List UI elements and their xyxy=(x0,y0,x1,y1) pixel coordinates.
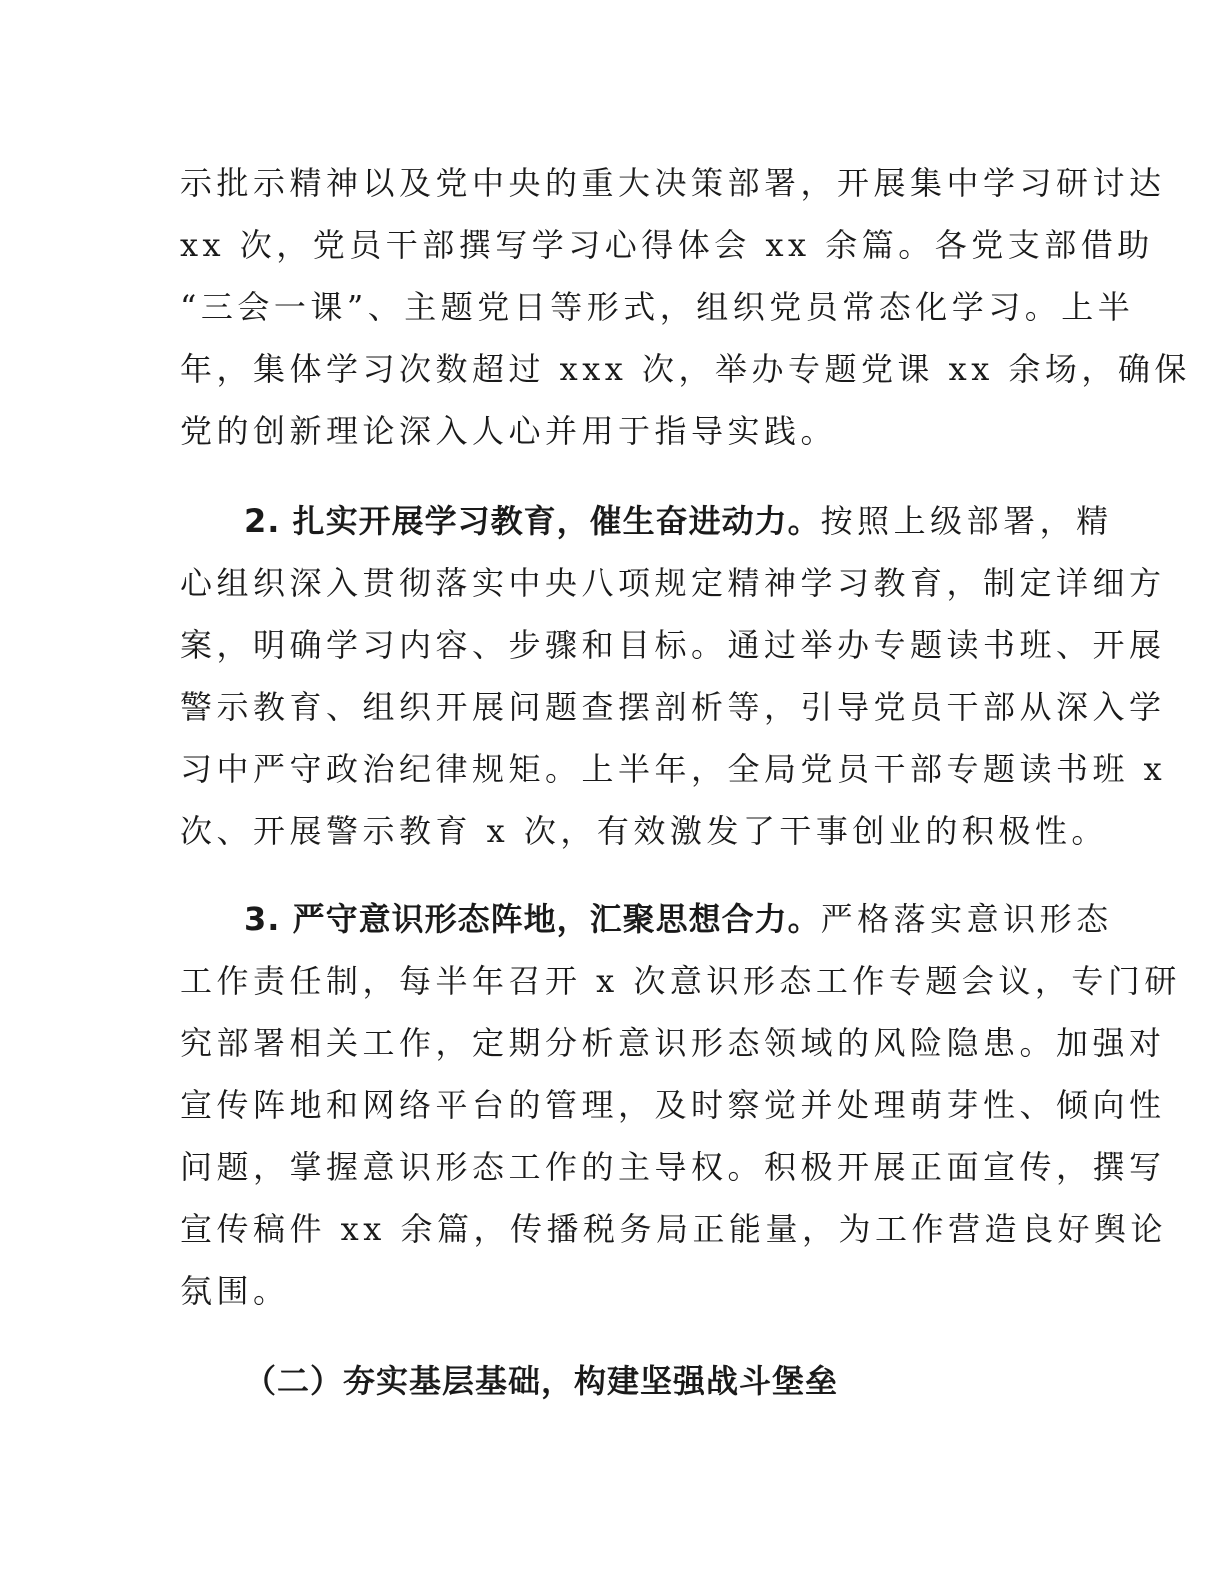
paragraph-line: 示批示精神以及党中央的重大决策部署，开展集中学习研讨达 xyxy=(180,164,1166,202)
paragraph-first-line-rest: 严格落实意识形态 xyxy=(820,900,1113,938)
paragraph-line: 党的创新理论深入人心并用于指导实践。 xyxy=(180,412,838,450)
paragraph-first-line xyxy=(180,888,1113,950)
paragraph-first-line-rest: 按照上级部署，精 xyxy=(820,502,1113,540)
paragraph-line: 心组织深入贯彻落实中央八项规定精神学习教育，制定详细方 xyxy=(180,564,1166,602)
paragraph-line: 宣传稿件 xx 余篇，传播税务局正能量，为工作营造良好舆论 xyxy=(180,1210,1167,1248)
paragraph-line: 次、开展警示教育 x 次，有效激发了干事创业的积极性。 xyxy=(180,812,1108,850)
paragraph-learning-education xyxy=(180,490,1167,862)
paragraph-line: 宣传阵地和网络平台的管理，及时察觉并处理萌芽性、倾向性 xyxy=(180,1086,1166,1124)
paragraph-line: 案，明确学习内容、步骤和目标。通过举办专题读书班、开展 xyxy=(180,626,1166,664)
paragraph-line: 究部署相关工作，定期分析意识形态领域的风险隐患。加强对 xyxy=(180,1024,1166,1062)
paragraph-line: 工作责任制，每半年召开 x 次意识形态工作专题会议，专门研 xyxy=(180,962,1181,1000)
section-heading: （二）夯实基层基础，构建坚强战斗堡垒 xyxy=(244,1362,839,1400)
paragraph-line: “三会一课”、主题党日等形式，组织党员常态化学习。上半 xyxy=(180,288,1135,326)
paragraph-ideology-front xyxy=(180,888,1181,1322)
paragraph-line: xx 次，党员干部撰写学习心得体会 xx 余篇。各党支部借助 xyxy=(180,226,1154,264)
paragraph-first-line xyxy=(180,490,1113,552)
paragraph-line: 问题，掌握意识形态工作的主导权。积极开展正面宣传，撰写 xyxy=(180,1148,1166,1186)
paragraph-lead-heading: 2. 扎实开展学习教育，催生奋进动力。 xyxy=(244,502,821,540)
paragraph-line: 年，集体学习次数超过 xxx 次，举办专题党课 xx 余场，确保 xyxy=(180,350,1191,388)
paragraph-line: 警示教育、组织开展问题查摆剖析等，引导党员干部从深入学 xyxy=(180,688,1166,726)
paragraph-line: 习中严守政治纪律规矩。上半年，全局党员干部专题读书班 x xyxy=(180,750,1167,788)
paragraph-line: 氛围。 xyxy=(180,1272,290,1310)
paragraph-lead-heading: 3. 严守意识形态阵地，汇聚思想合力。 xyxy=(244,900,821,938)
paragraph-study-discussion xyxy=(180,152,1191,462)
